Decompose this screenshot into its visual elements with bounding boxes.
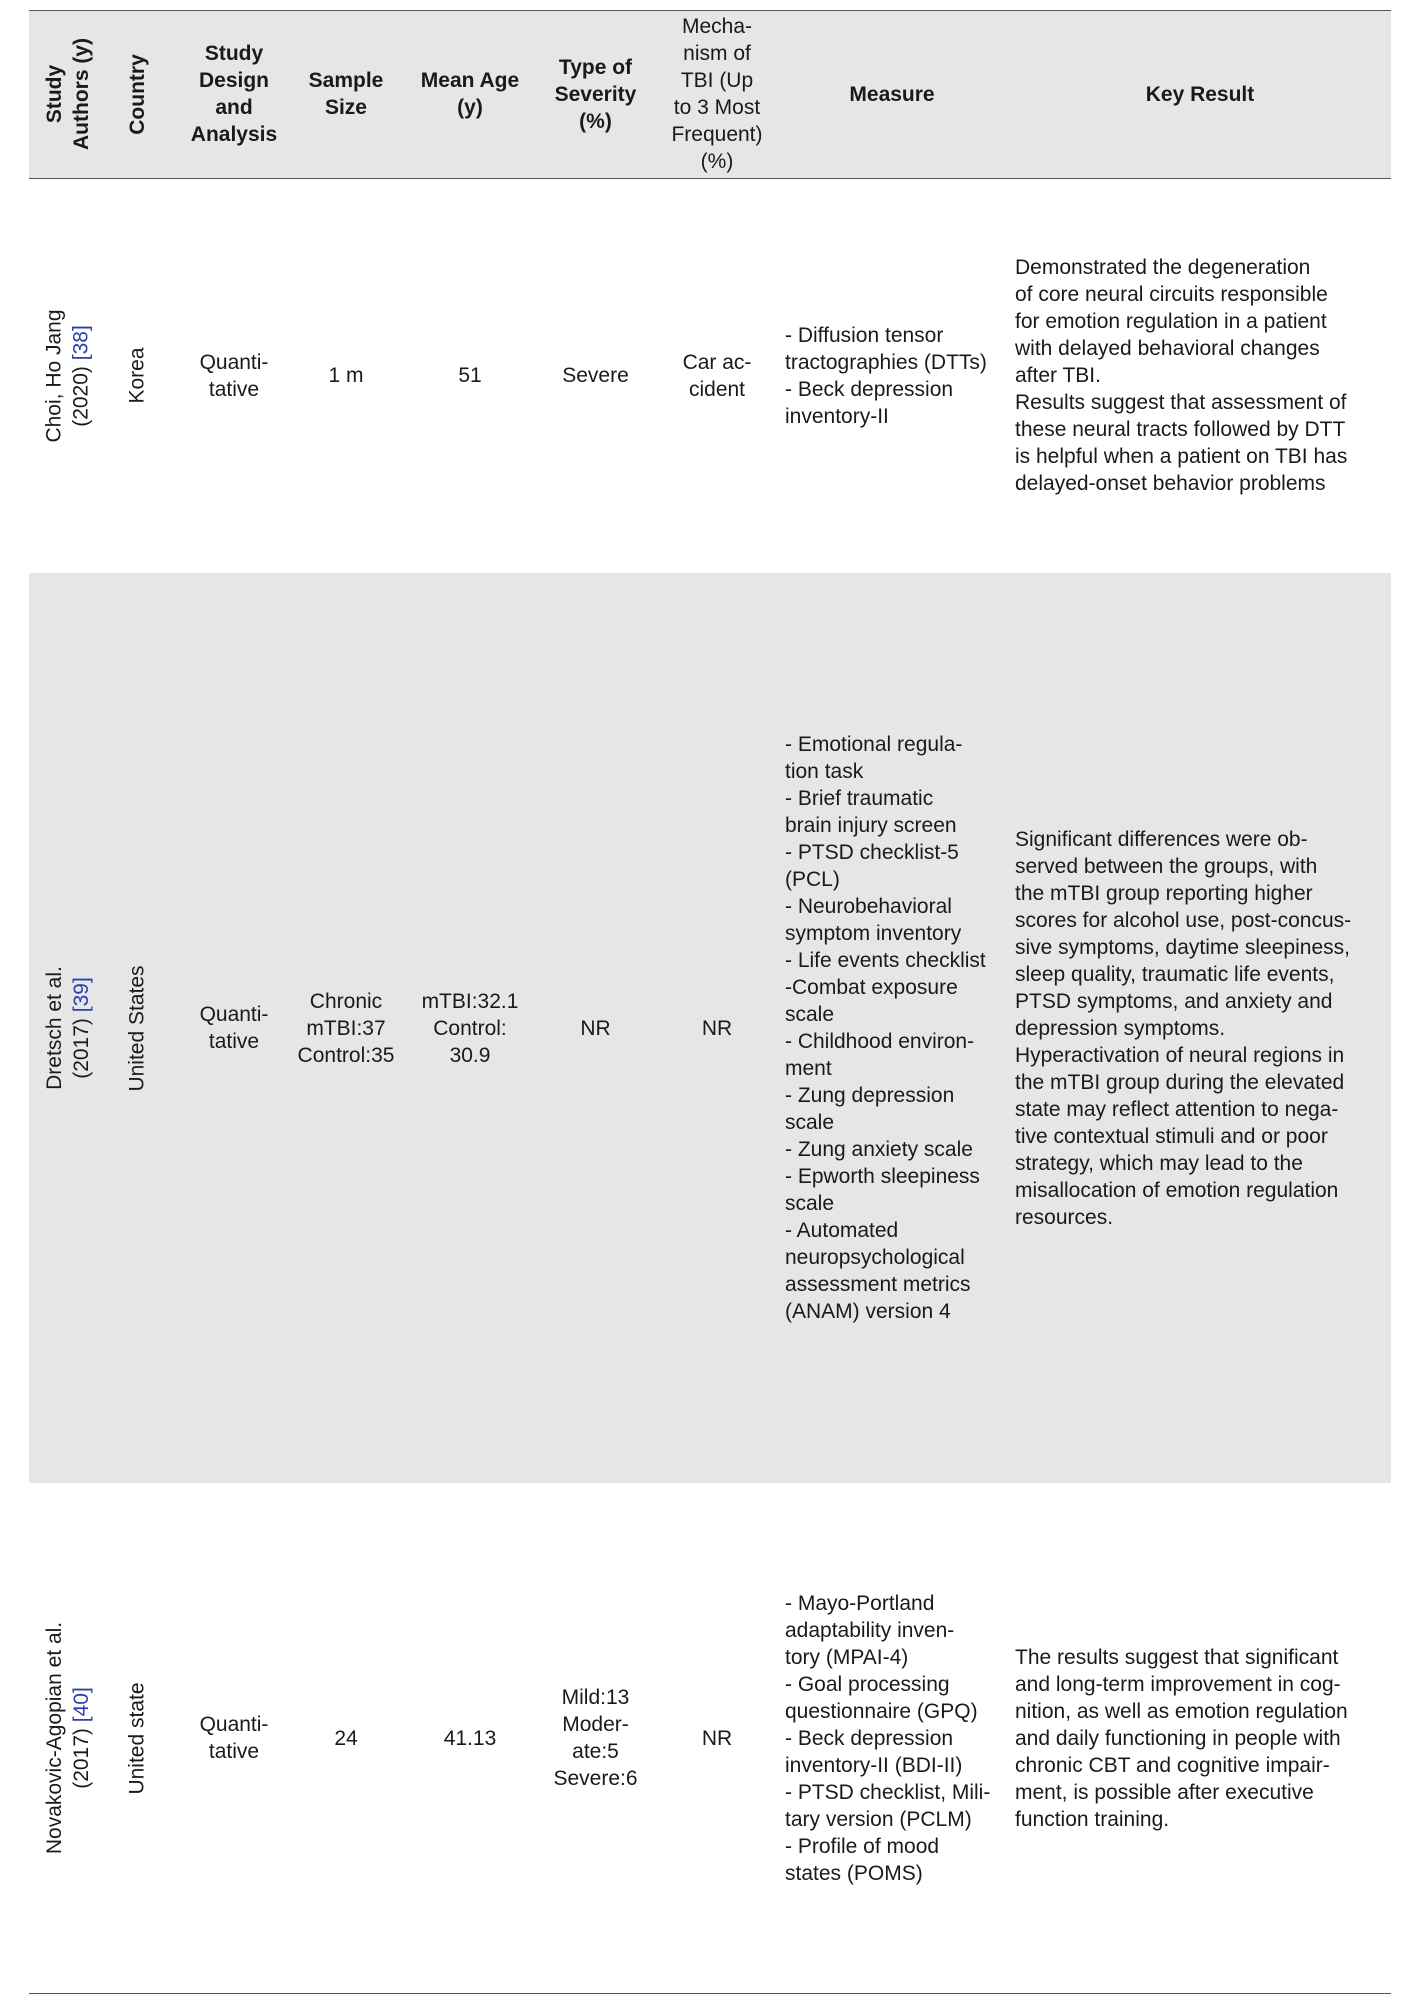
header-severity: Type of Severity (%) xyxy=(554,55,637,133)
row2-severity: NR xyxy=(580,1016,611,1040)
row1-mechanism: Car ac- cident xyxy=(682,350,752,401)
header-country-text: Country xyxy=(125,53,149,135)
row2-key-result: Significant differences were ob- served between the groups, with the mTBI group reporting higher scores for alcohol use, post-concus- sive symptoms, daytime sleepiness, sleep quality, traumatic life events, PTSD symptoms, and anxiety and depression symptoms. Hyperactivation of neural regions in the mTBI group during the elevated state may reflect attention to nega- tive contextual stimuli and or poor strategy, which may lead to the misallocation of emotion regulation resources. xyxy=(1015,827,1352,1229)
header-authors xyxy=(29,10,107,178)
header-age: Mean Age (y) xyxy=(420,69,520,119)
row3-measure: - Mayo-Portland adaptability inven- tory (MPAI-4) - Goal processing questionnaire (GPQ) - Beck depression inventory-II (BDI-II) - PTSD checklist, Mili- tary version (PCLM) - Profile of mood states (POMS) xyxy=(785,1591,991,1885)
row3-sample: 24 xyxy=(334,1726,358,1750)
row2-author-name: Dretsch et al. xyxy=(43,966,66,1090)
row1-reference-link[interactable]: [38] xyxy=(70,324,94,360)
row2-design: Quanti- tative xyxy=(199,1003,269,1053)
row3-country-text: United state xyxy=(125,1681,149,1795)
header-measure: Measure xyxy=(849,82,935,106)
row3-mechanism: NR xyxy=(701,1726,733,1750)
header-mechanism: Mecha- nism of TBI (Up to 3 Most Frequent) (%) xyxy=(671,15,763,173)
row3-severity: Mild:13 Moder- ate:5 Severe:6 xyxy=(553,1686,638,1790)
bottom-rule xyxy=(29,1993,1391,1994)
row2-reference-link[interactable]: [39] xyxy=(70,977,93,1013)
row2-sample: Chronic mTBI:37 Control:35 xyxy=(297,989,395,1067)
header-sample: Sample Size xyxy=(308,69,384,119)
header-country xyxy=(110,10,164,178)
row3-age: 41.13 xyxy=(443,1726,497,1750)
row3-authors xyxy=(29,1483,107,1993)
row3-key-result: The results suggest that significant and long-term improvement in cog- nition, as well as emotion regulation and daily functioning in people with chronic CBT and cognitive impair- ment, is possible after executive function training. xyxy=(1015,1645,1348,1831)
row3-reference-link[interactable]: [40] xyxy=(70,1687,94,1723)
row1-sample: 1 m xyxy=(328,364,364,387)
row2-country xyxy=(110,573,164,1483)
row2-mechanism: NR xyxy=(701,1016,733,1040)
header-authors-line2: Authors (y) xyxy=(70,38,93,150)
row1-key-result: Demonstrated the degeneration of core neural circuits responsible for emotion regulation in a patient with delayed behavioral changes after TBI. Results suggest that assessment of these neural tracts followed by DTT is helpful when a patient on TBI has delayed-onset behavior problems xyxy=(1015,256,1348,495)
row1-measure: - Diffusion tensor tractographies (DTTs) - Beck depression inventory-II xyxy=(785,323,987,428)
row3-author-year: (2017) xyxy=(70,1728,94,1789)
row2-authors xyxy=(29,573,107,1483)
header-authors-line1: Study xyxy=(43,64,66,124)
row3-design: Quanti- tative xyxy=(199,1713,269,1763)
row1-country xyxy=(110,178,164,573)
header-key-result: Key Result xyxy=(1145,82,1255,106)
row1-country-text: Korea xyxy=(125,347,149,404)
row2-country-text: United States xyxy=(125,964,149,1092)
row1-design: Quanti- tative xyxy=(199,350,269,401)
row3-country xyxy=(110,1483,164,1993)
row1-author-year: (2020) xyxy=(70,365,94,427)
row3-author-name: Novakovic-Agopian et al. xyxy=(43,1621,67,1855)
row2-age: mTBI:32.1 Control: 30.9 xyxy=(421,989,519,1067)
row1-authors xyxy=(29,178,107,573)
row2-author-year: (2017) xyxy=(70,1018,93,1079)
row1-author-name: Choi, Ho Jang xyxy=(43,308,67,443)
row1-severity: Severe xyxy=(562,364,629,387)
row1-age: 51 xyxy=(458,364,482,387)
row2-measure: - Emotional regula- tion task - Brief traumatic brain injury screen - PTSD checklist-5 (PCL) - Neurobehavioral symptom inventory - Life events checklist -Combat exposure scale - Childhood environ- ment - Zung depression scale - Zung anxiety scale - Epworth sleepiness scale - Automated neuropsychological assessment metrics (ANAM) version 4 xyxy=(785,733,986,1323)
header-design: Study Design and Analysis xyxy=(190,42,278,146)
